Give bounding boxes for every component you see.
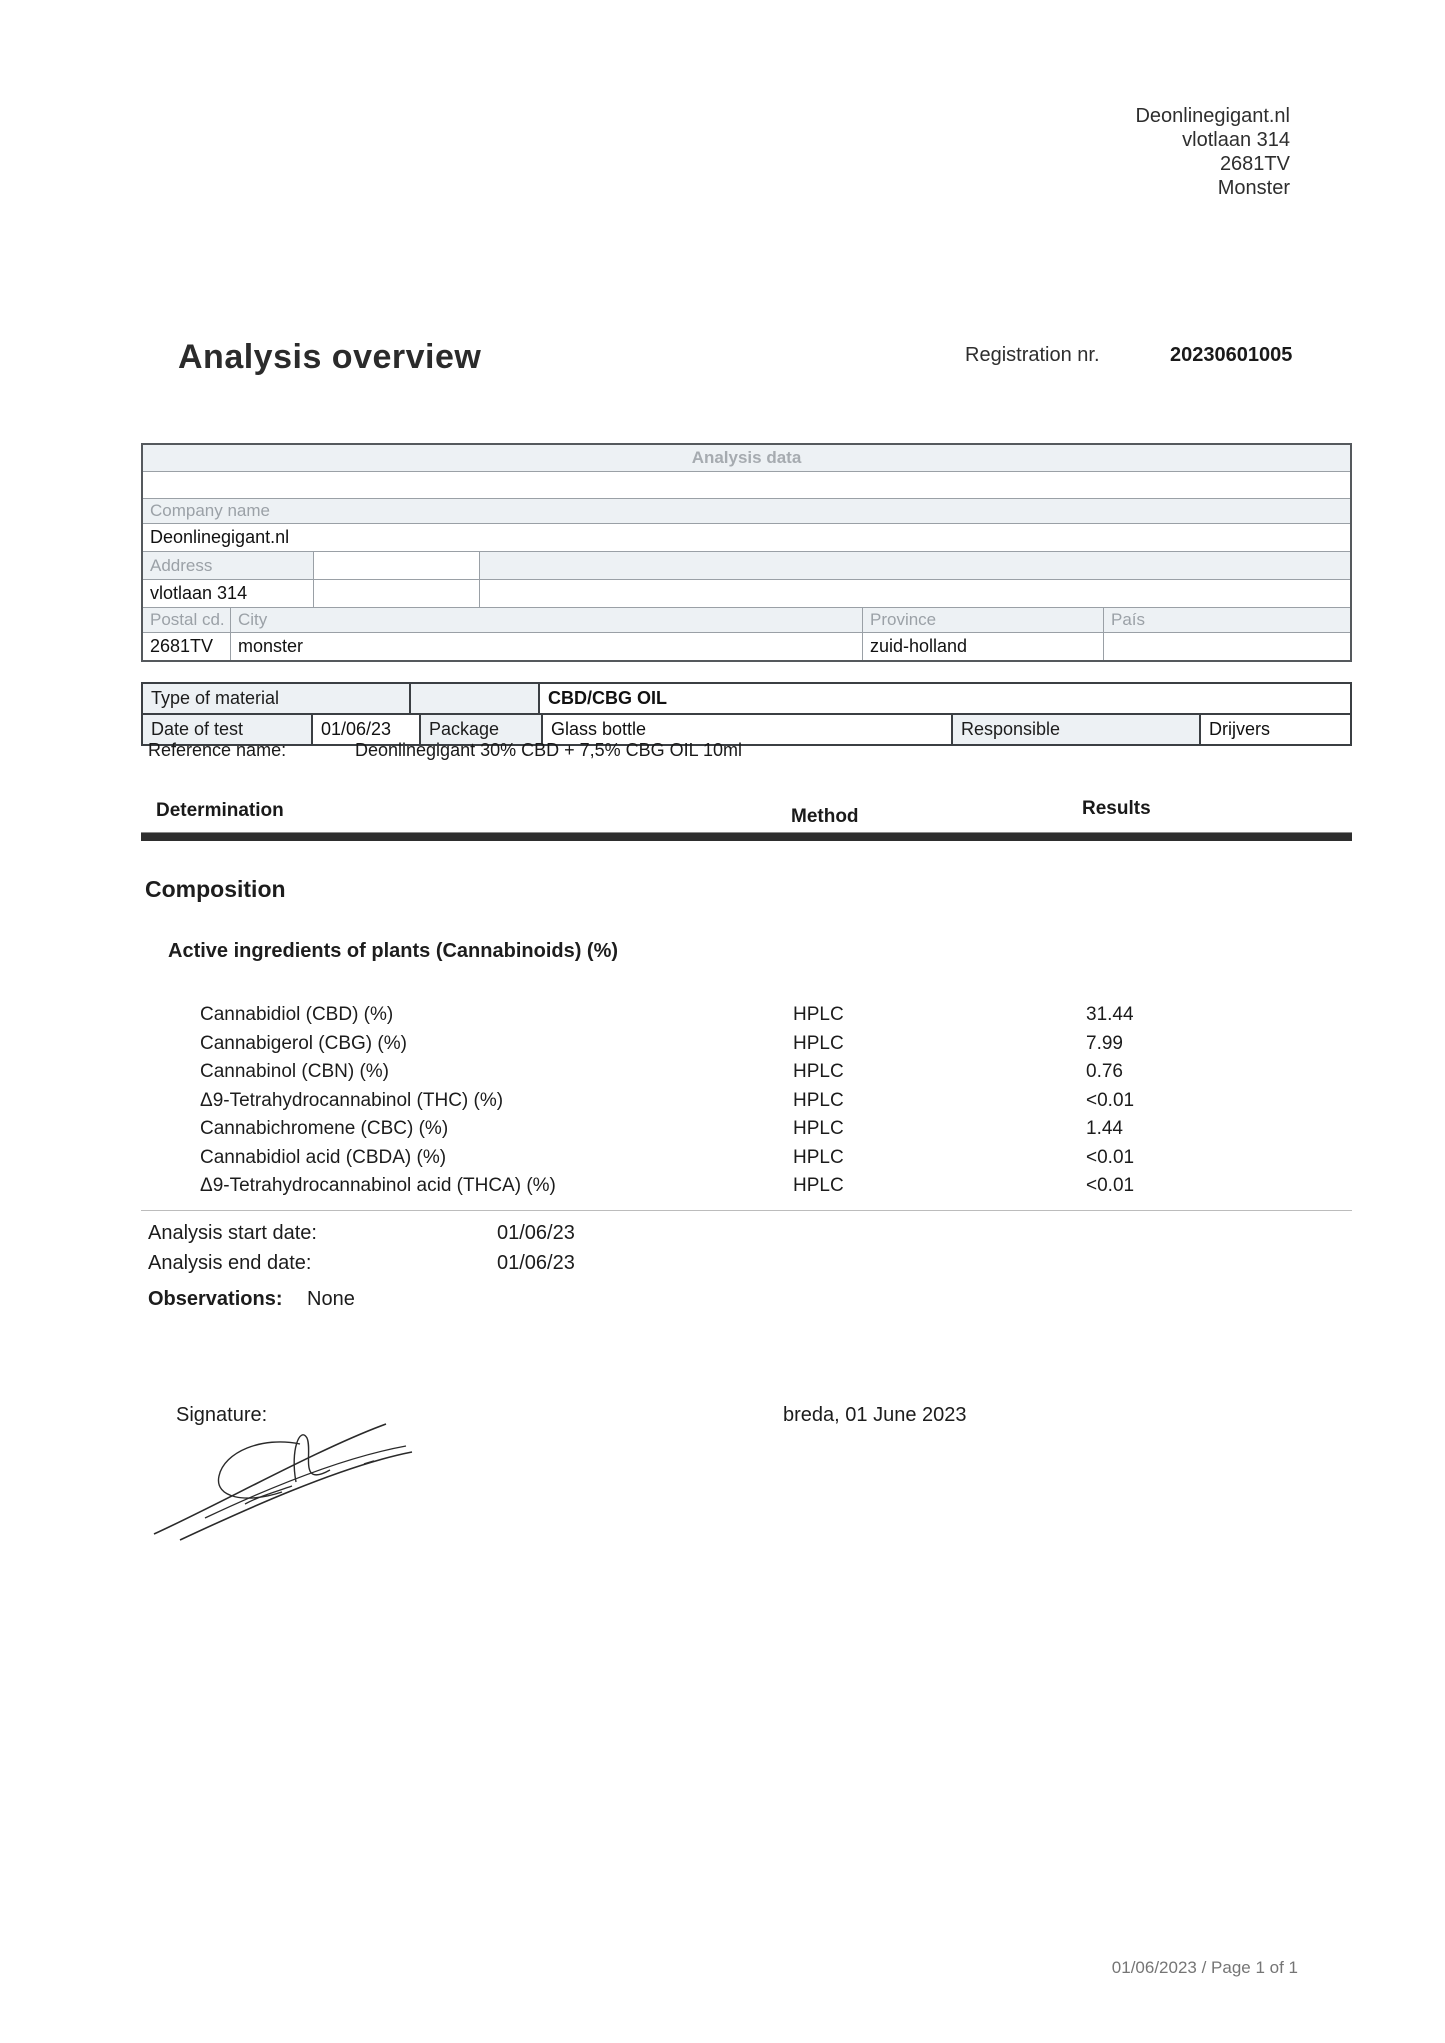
- result-row: [200, 1144, 1352, 1173]
- results-header: Results: [1082, 798, 1151, 819]
- method-value: HPLC: [793, 1032, 844, 1054]
- result-row: [200, 1001, 1352, 1030]
- page-footer: 01/06/2023 / Page 1 of 1: [1111, 1958, 1298, 1977]
- results-rows: [200, 1001, 1352, 1201]
- observations-value: None: [307, 1288, 355, 1310]
- result-row: [200, 1058, 1352, 1087]
- letterhead-line-street: vlotlaan 314: [1182, 129, 1290, 151]
- result-value: 31.44: [1086, 1004, 1134, 1025]
- result-value: 1.44: [1086, 1118, 1123, 1139]
- determination-name: Cannabidiol (CBD) (%): [200, 1004, 394, 1025]
- determination-name: Δ9-Tetrahydrocannabinol acid (THCA) (%): [200, 1175, 556, 1196]
- address-value-cell-2: [479, 580, 1350, 607]
- reference-name-value: Deonlinegigant 30% CBD + 7,5% CBG OIL 10ml: [355, 740, 743, 760]
- analysis-start-label: Analysis start date:: [148, 1222, 317, 1244]
- method-value: HPLC: [793, 1089, 844, 1111]
- determination-name: Cannabigerol (CBG) (%): [200, 1032, 407, 1054]
- method-value: HPLC: [793, 1146, 844, 1168]
- address-extra-cell-2: [479, 552, 1350, 579]
- active-ingredients-heading: Active ingredients of plants (Cannabinoids) (%): [168, 940, 619, 962]
- result-value: 7.99: [1086, 1032, 1123, 1054]
- letterhead-line-company: Deonlinegigant.nl: [1135, 105, 1290, 127]
- country-value: [1103, 633, 1350, 660]
- results-header-rule: [141, 832, 1352, 841]
- province-value: zuid-holland: [862, 633, 1103, 660]
- type-of-material-label: Type of material: [143, 684, 409, 713]
- result-value: <0.01: [1086, 1175, 1135, 1196]
- analysis-start-value: 01/06/23: [497, 1222, 575, 1244]
- determination-header: Determination: [156, 800, 284, 821]
- reference-name-label: Reference name:: [148, 740, 287, 760]
- method-value: HPLC: [793, 1061, 844, 1082]
- city-label: City: [230, 608, 862, 632]
- result-row: [200, 1172, 1352, 1201]
- analysis-data-table: [141, 443, 1352, 662]
- province-label: Province: [862, 608, 1103, 632]
- observations-label: Observations:: [148, 1288, 283, 1310]
- country-label: País: [1103, 608, 1350, 632]
- method-value: HPLC: [793, 1175, 844, 1196]
- analysis-end-label: Analysis end date:: [148, 1252, 312, 1274]
- address-value-cell-1: [313, 580, 479, 607]
- result-row: [200, 1030, 1352, 1059]
- type-of-material-value: CBD/CBG OIL: [538, 684, 1350, 713]
- date-of-test-label: Date of test: [143, 715, 311, 744]
- address-value: vlotlaan 314: [143, 580, 313, 607]
- signature-label: Signature:: [176, 1404, 268, 1426]
- place-and-date: breda, 01 June 2023: [783, 1404, 967, 1426]
- result-row: [200, 1115, 1352, 1144]
- determination-name: Cannabinol (CBN) (%): [200, 1061, 390, 1082]
- determination-name: Cannabichromene (CBC) (%): [200, 1118, 449, 1139]
- determination-name: Δ9-Tetrahydrocannabinol (THC) (%): [200, 1089, 504, 1111]
- registration-label: Registration nr.: [965, 344, 1100, 366]
- analysis-data-title: Analysis data: [143, 445, 1350, 471]
- analysis-data-blank-row: [143, 472, 1350, 498]
- result-value: 0.76: [1086, 1061, 1123, 1082]
- city-value: monster: [230, 633, 862, 660]
- result-value: <0.01: [1086, 1089, 1135, 1111]
- type-of-material-spacer: [409, 684, 538, 713]
- package-label: Package: [419, 715, 541, 744]
- company-name-value: Deonlinegigant.nl: [143, 524, 1350, 551]
- page-title: Analysis overview: [178, 338, 482, 376]
- signature-scrawl: [150, 1408, 430, 1548]
- date-of-test-value: 01/06/23: [311, 715, 419, 744]
- address-label: Address: [143, 552, 313, 579]
- package-value: Glass bottle: [541, 715, 951, 744]
- composition-heading: Composition: [145, 876, 286, 902]
- determination-name: Cannabidiol acid (CBDA) (%): [200, 1146, 447, 1168]
- letterhead: [1135, 104, 1290, 200]
- address-extra-cell-1: [313, 552, 479, 579]
- method-value: HPLC: [793, 1004, 844, 1025]
- company-name-label: Company name: [143, 499, 1350, 523]
- reference-name-row: [148, 740, 743, 761]
- analysis-end-value: 01/06/23: [497, 1252, 575, 1274]
- responsible-label: Responsible: [951, 715, 1199, 744]
- postal-label: Postal cd.: [143, 608, 230, 632]
- responsible-value: Drijvers: [1199, 715, 1350, 744]
- method-header: Method: [791, 806, 859, 827]
- material-table: [141, 682, 1352, 746]
- results-divider: [141, 1210, 1352, 1211]
- result-value: <0.01: [1086, 1146, 1135, 1168]
- registration-number: 20230601005: [1170, 344, 1293, 366]
- letterhead-line-postal: 2681TV: [1219, 153, 1290, 175]
- method-value: HPLC: [793, 1118, 844, 1139]
- postal-value: 2681TV: [143, 633, 230, 660]
- result-row: [200, 1087, 1352, 1116]
- letterhead-line-city: Monster: [1217, 177, 1290, 199]
